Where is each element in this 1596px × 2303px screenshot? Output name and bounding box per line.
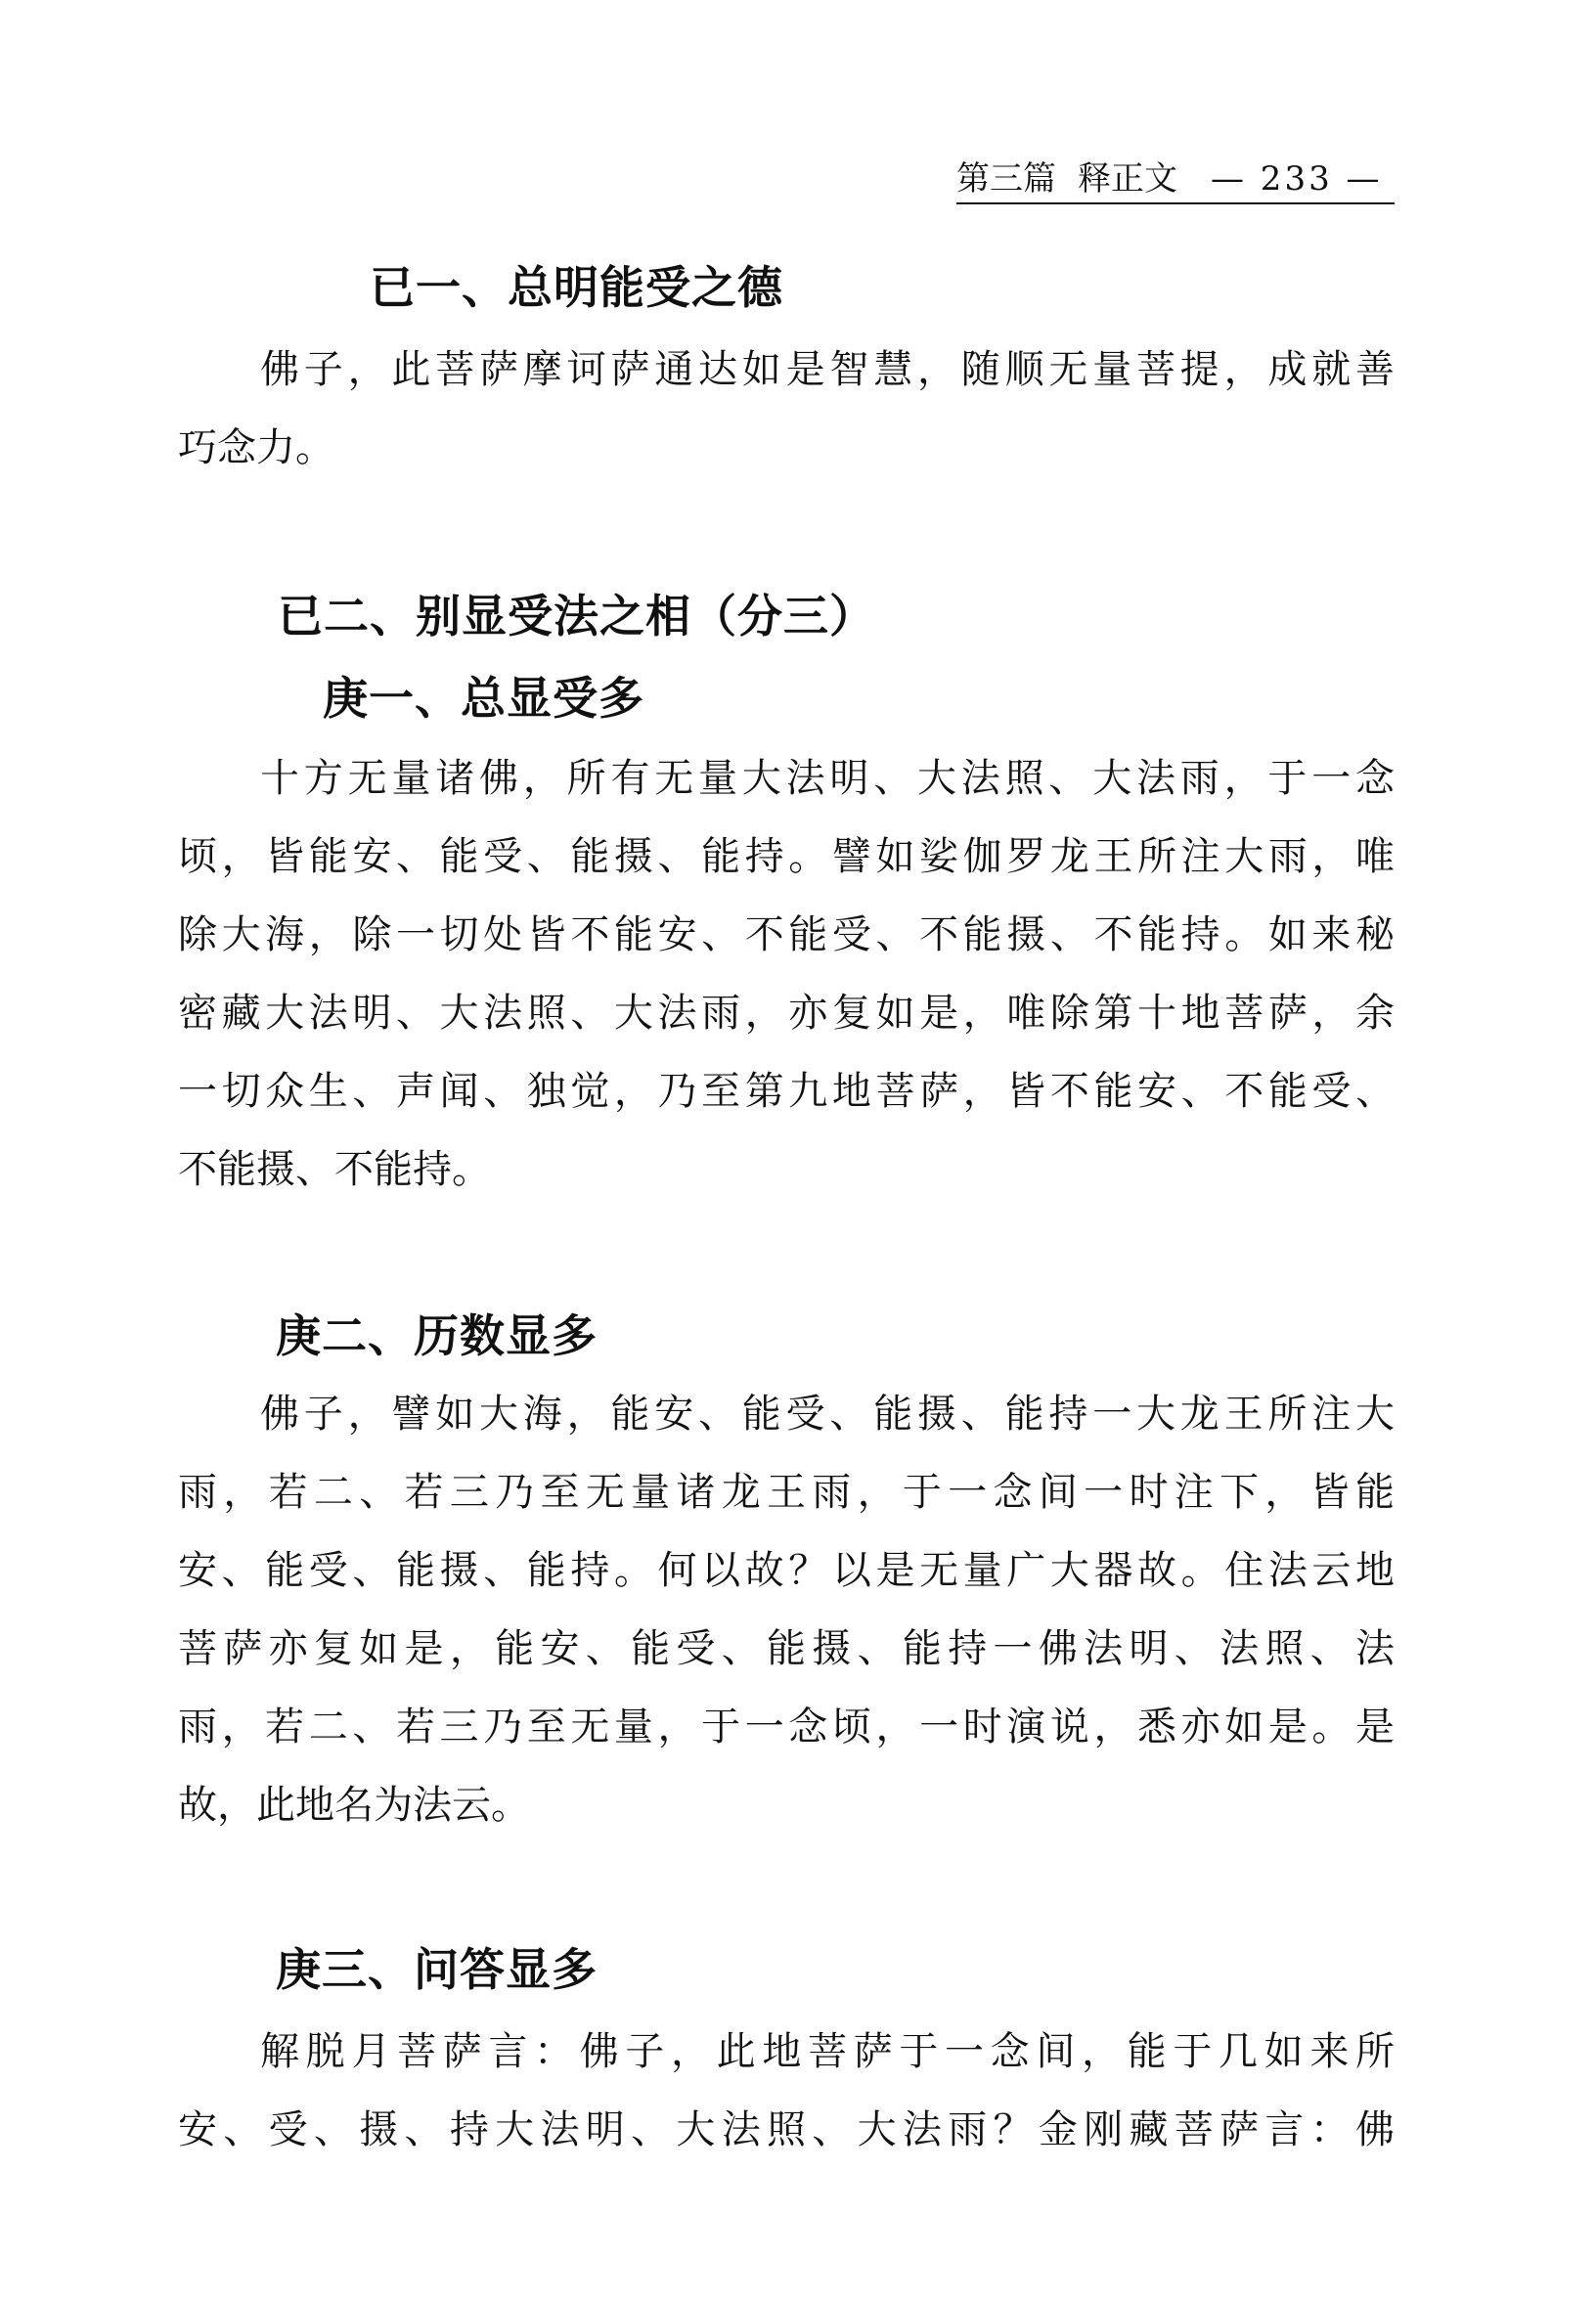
subsection-heading: 庚一、总显受多 <box>323 672 644 725</box>
paragraph <box>178 739 1395 1209</box>
paragraph-line: 佛子，此菩萨摩诃萨通达如是智慧，随顺无量菩提，成就善 <box>260 347 1395 392</box>
section-heading: 已一、总明能受之德 <box>370 261 783 314</box>
paragraph-line: 密藏大法明、大法照、大法雨，亦复如是，唯除第十地菩萨，余 <box>178 991 1395 1036</box>
subsection-heading: 庚二、历数显多 <box>276 1309 598 1362</box>
header-chapter: 第三篇 <box>956 159 1056 199</box>
paragraph <box>178 2013 1395 2169</box>
paragraph-line: 巧念力。 <box>178 425 334 470</box>
paragraph-line: 雨，若二、若三乃至无量，于一念顷，一时演说，悉亦如是。是 <box>178 1705 1395 1749</box>
section-heading: 已二、别显受法之相（分三） <box>278 590 875 642</box>
paragraph-line: 菩萨亦复如是，能安、能受、能摄、能持一佛法明、法照、法 <box>178 1626 1395 1671</box>
paragraph-line: 不能摄、不能持。 <box>178 1147 491 1192</box>
paragraph-line: 顷，皆能安、能受、能摄、能持。譬如娑伽罗龙王所注大雨，唯 <box>178 834 1395 879</box>
paragraph-line: 安、受、摄、持大法明、大法照、大法雨？金刚藏菩萨言：佛 <box>178 2107 1395 2152</box>
paragraph-line: 安、能受、能摄、能持。何以故？以是无量广大器故。住法云地 <box>178 1548 1395 1593</box>
subsection-heading: 庚三、问答显多 <box>276 1943 598 1996</box>
header-rule <box>956 202 1395 204</box>
paragraph-line: 十方无量诸佛，所有无量大法明、大法照、大法雨，于一念 <box>260 756 1395 801</box>
paragraph-line: 佛子，譬如大海，能安、能受、能摄、能持一大龙王所注大 <box>260 1392 1395 1437</box>
running-header <box>956 155 1396 203</box>
paragraph-line: 故，此地名为法云。 <box>178 1783 530 1828</box>
page-number: — 233 — <box>1211 159 1383 199</box>
paragraph-line: 除大海，除一切处皆不能安、不能受、不能摄、不能持。如来秘 <box>178 912 1395 957</box>
paragraph-line: 解脱月菩萨言：佛子，此地菩萨于一念间，能于几如来所 <box>260 2029 1395 2074</box>
paragraph <box>178 1375 1395 1844</box>
paragraph-line: 雨，若二、若三乃至无量诸龙王雨，于一念间一时注下，皆能 <box>178 1470 1395 1515</box>
paragraph <box>178 331 1395 487</box>
paragraph-line: 一切众生、声闻、独觉，乃至第九地菩萨，皆不能安、不能受、 <box>178 1069 1395 1114</box>
header-section-title: 释正文 <box>1078 159 1177 199</box>
